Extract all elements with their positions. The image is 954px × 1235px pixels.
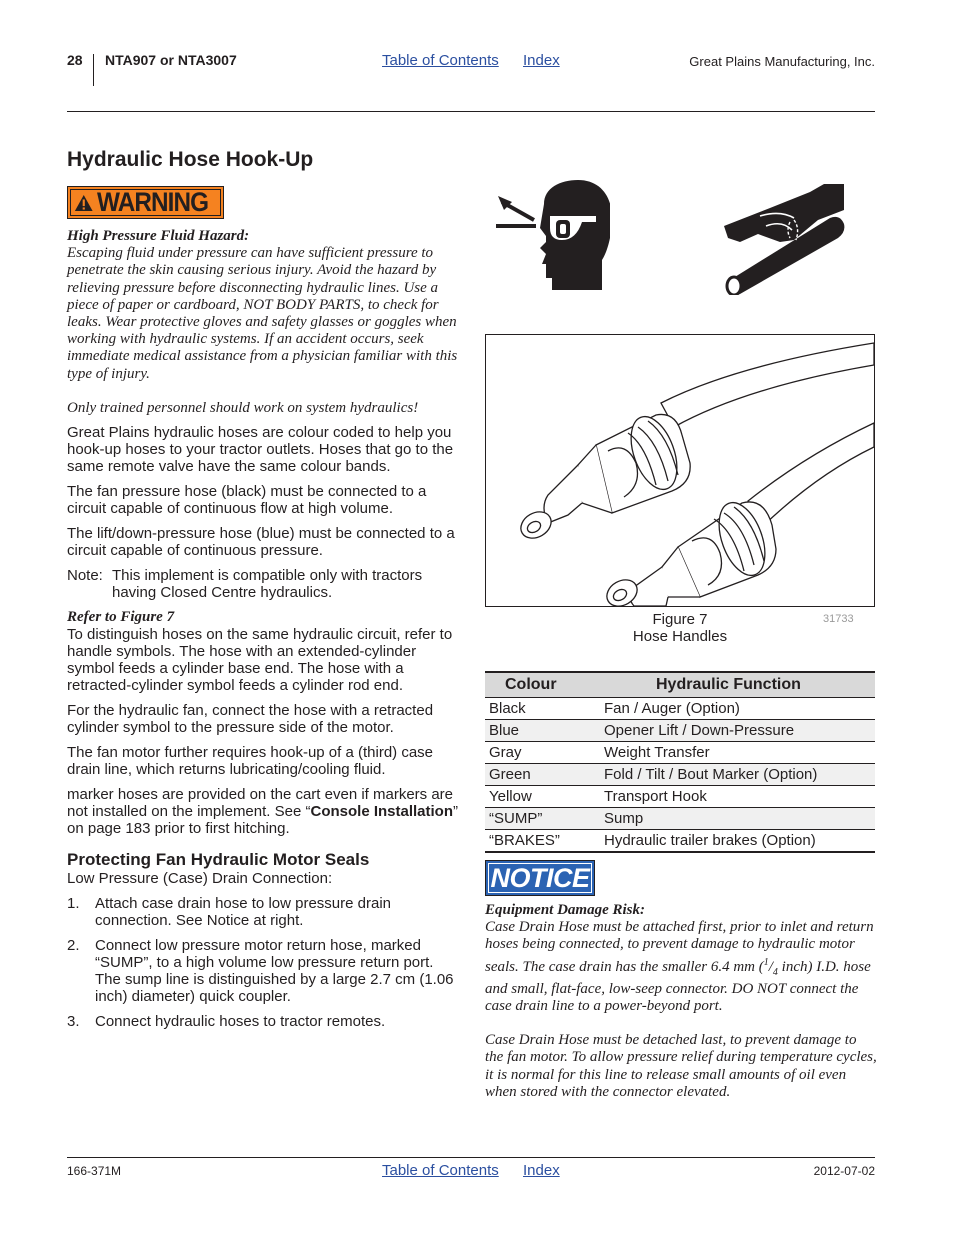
paragraph-hydraulic-fan: For the hydraulic fan, connect the hose with a retracted cylinder symbol to the pressure side of the motor. bbox=[67, 702, 434, 737]
step-number: 2. bbox=[67, 937, 80, 955]
column-header-colour: Colour bbox=[485, 672, 600, 698]
figure-number: Figure 7 bbox=[652, 611, 708, 628]
cell-function: Hydraulic trailer brakes (Option) bbox=[600, 830, 875, 853]
paragraph-colour-coding: Great Plains hydraulic hoses are colour coded to help you hook-up hoses to your tractor outlets. Hoses that go to the same remote valve have the same colour bands. bbox=[67, 424, 454, 475]
warning-body bbox=[67, 228, 459, 417]
cell-colour: “BRAKES” bbox=[485, 830, 600, 853]
subsection-intro: Low Pressure (Case) Drain Connection: bbox=[67, 870, 333, 888]
figure-title: Hose Handles bbox=[632, 628, 728, 645]
notice-text-1b: inch) I.D. hose and small, flat-face, low-seep connector. DO NOT connect the case drain line to a power-beyond port. bbox=[485, 958, 871, 1015]
step-text: Connect low pressure motor return hose, marked “SUMP”, to a high volume low pressure return port. The sump line is distinguished by a large 2.7 cm (1.06 inch) diameter) quick coupler. bbox=[95, 937, 454, 1006]
notice-heading: Equipment Damage Risk: bbox=[485, 902, 646, 918]
cell-colour: Green bbox=[485, 764, 600, 786]
notice-text-2: Case Drain Hose must be detached last, to prevent damage to the fan motor. To allow pressure relief during temperature cycles, it is normal for this line to release small amounts of oil even when stored with the connector elevated. bbox=[485, 1032, 877, 1100]
eye-protection-icon bbox=[490, 178, 610, 296]
notice-word: NOTICE bbox=[490, 862, 590, 893]
toc-link-bottom[interactable]: Table of Contents bbox=[382, 1162, 499, 1179]
cell-function: Sump bbox=[600, 808, 875, 830]
page-number: 28 bbox=[67, 52, 83, 68]
hydraulic-function-table bbox=[485, 671, 875, 853]
body-text-left bbox=[67, 424, 459, 1030]
warning-label bbox=[67, 186, 224, 219]
paragraph-marker-hoses bbox=[67, 786, 459, 837]
footer-date: 2012-07-02 bbox=[813, 1164, 875, 1178]
marker-text-a: marker hoses are provided on the cart even if markers are not installed on the implement. See “ bbox=[67, 786, 454, 821]
paragraph-lift-hose: The lift/down-pressure hose (blue) must be connected to a circuit capable of continuous pressure. bbox=[67, 525, 455, 559]
cell-function: Opener Lift / Down-Pressure bbox=[600, 720, 875, 742]
section-title: Hydraulic Hose Hook-Up bbox=[67, 148, 314, 171]
table-row bbox=[485, 786, 875, 808]
model-title: NTA907 or NTA3007 bbox=[105, 52, 237, 68]
note-text: This implement is compatible only with tractors having Closed Centre hydraulics. bbox=[112, 567, 423, 601]
step-item bbox=[67, 937, 459, 1005]
figure-part-number: 31733 bbox=[823, 613, 854, 625]
notice-text-1: Case Drain Hose must be attached first, prior to inlet and return hoses being connected, to prevent damage to hydraulic motor seals. The case drain has the smaller 6.4 mm ($^1/_4$ inch) I.D. hose and small, flat-face, low-seep connector. DO NOT connect the case drain line to a power-beyond port. bbox=[485, 919, 874, 1015]
cell-colour: Blue bbox=[485, 720, 600, 742]
column-header-function: Hydraulic Function bbox=[600, 672, 875, 698]
paragraph-fan-hose: The fan pressure hose (black) must be connected to a circuit capable of continuous flow at high volume. bbox=[67, 483, 427, 517]
table-row bbox=[485, 698, 875, 720]
paragraph-case-drain: The fan motor further requires hook-up of a (third) case drain line, which returns lubricating/cooling fluid. bbox=[67, 744, 434, 779]
step-text: Attach case drain hose to low pressure drain connection. See Notice at right. bbox=[95, 895, 391, 930]
notice-text-1a: Case Drain Hose must be attached first, prior to inlet and return hoses being connected, to prevent damage to hydraulic motor seals. The case drain has the smaller 6.4 mm ( bbox=[485, 919, 874, 975]
console-installation-ref: Console Installation bbox=[310, 803, 453, 821]
refer-figure: Refer to Figure 7 bbox=[67, 609, 175, 625]
note-label: Note: bbox=[67, 567, 103, 584]
table-row bbox=[485, 830, 875, 853]
step-item bbox=[67, 1013, 459, 1030]
subsection-title: Protecting Fan Hydraulic Motor Seals bbox=[67, 850, 370, 870]
step-item bbox=[67, 895, 459, 929]
cell-colour: Yellow bbox=[485, 786, 600, 808]
header-divider bbox=[93, 54, 94, 86]
table-header-row bbox=[485, 672, 875, 698]
warning-word: WARNING bbox=[96, 187, 208, 217]
cell-colour: Gray bbox=[485, 742, 600, 764]
notice-body bbox=[485, 902, 877, 1101]
cell-function: Transport Hook bbox=[600, 786, 875, 808]
doc-number: 166-371M bbox=[67, 1164, 122, 1178]
fraction-denominator: 4 bbox=[772, 966, 778, 978]
marker-text-b: ” on page 183 prior to first hitching. bbox=[67, 803, 458, 838]
cell-function: Fan / Auger (Option) bbox=[600, 698, 875, 720]
fraction-numerator: 1 bbox=[763, 956, 769, 968]
warning-note: Only trained personnel should work on system hydraulics! bbox=[67, 399, 419, 416]
table-row bbox=[485, 742, 875, 764]
hose-handles-drawing bbox=[486, 335, 874, 606]
paragraph-handle-symbols: To distinguish hoses on the same hydraulic circuit, refer to handle symbols. The hose with an extended-cylinder symbol feeds a cylinder base end. The hose with a retracted-cylinder symbol feeds a cylinder rod end. bbox=[67, 626, 453, 695]
table-row bbox=[485, 720, 875, 742]
hose-handles-figure bbox=[485, 334, 875, 607]
step-list bbox=[67, 895, 459, 1030]
index-link-bottom[interactable]: Index bbox=[523, 1162, 560, 1179]
step-text: Connect hydraulic hoses to tractor remotes. bbox=[95, 1013, 386, 1031]
toc-link-top[interactable]: Table of Contents bbox=[382, 52, 499, 69]
note-block bbox=[67, 567, 459, 601]
hand-injection-icon bbox=[720, 180, 850, 295]
warning-triangle-icon bbox=[74, 193, 94, 213]
cell-colour: “SUMP” bbox=[485, 808, 600, 830]
step-number: 1. bbox=[67, 895, 80, 913]
cell-function: Fold / Tilt / Bout Marker (Option) bbox=[600, 764, 875, 786]
cell-colour: Black bbox=[485, 698, 600, 720]
notice-label bbox=[485, 860, 595, 896]
step-number: 3. bbox=[67, 1013, 80, 1031]
table-row bbox=[485, 764, 875, 786]
index-link-top[interactable]: Index bbox=[523, 52, 560, 69]
warning-heading: High Pressure Fluid Hazard: bbox=[67, 228, 250, 244]
warning-text: Escaping fluid under pressure can have sufficient pressure to penetrate the skin causing serious injury. Avoid the hazard by relieving pressure before disconnecting hydraulic lines. Use a piece of paper or cardboard, NOT BODY PARTS, to check for leaks. Wear protective gloves and safety glasses or goggles when working with hydraulic systems. If an accident occurs, seek immediate medical assistance from a physician familiar with this type of injury. bbox=[67, 245, 458, 382]
header-rule bbox=[67, 111, 875, 112]
figure-caption bbox=[620, 611, 740, 645]
company-name: Great Plains Manufacturing, Inc. bbox=[689, 54, 875, 69]
cell-function: Weight Transfer bbox=[600, 742, 875, 764]
footer-rule bbox=[67, 1157, 875, 1158]
table-row bbox=[485, 808, 875, 830]
